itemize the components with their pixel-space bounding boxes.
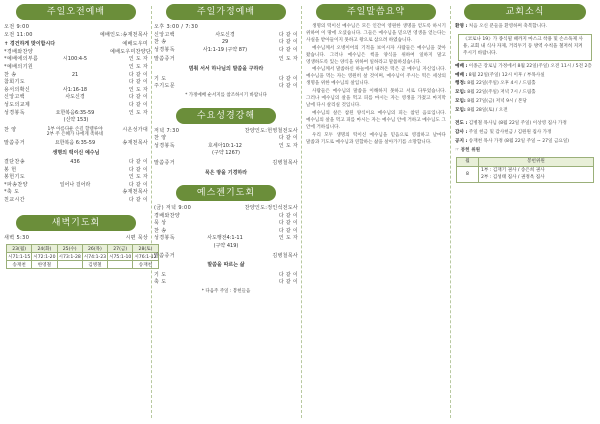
news-item: 예배 : 이종근 장로님 가정에서 8월 22일(주일) 오전 11시 / 5전 2층 <box>455 63 592 69</box>
column-divider <box>151 6 152 418</box>
list-item: *예배에의부름 시100:4-5 인 도 자 <box>4 56 148 63</box>
list-item: *경배와찬양 예배도우미찬양단 <box>4 48 152 55</box>
order-of-worship-2 <box>4 159 148 205</box>
list-item: 참회기도 다 같 이 <box>4 79 148 86</box>
news-item: 행정: 8월 22일(주일) 오후 4시 / 드림홀 <box>455 81 536 87</box>
order-of-worship <box>4 48 152 117</box>
bible-reference: (신약 153) <box>63 117 89 124</box>
list-item: 기 도 다 같 이 <box>154 271 298 278</box>
dawn-prayer-header: 새벽기도회 <box>16 215 136 231</box>
summary-paragraph: 생명의 떡이신 예수님은 모든 인간이 영원한 생명을 얻도록 하시기 위하여 이 땅에 오셨습니다. 그들은 예수님을 믿으면 영생을 얻는다는 사실을 받아들이지 못하고 왕으로 삼으려 하였습니다. <box>306 24 446 43</box>
family-service-header: 주일가정예배 <box>166 4 286 20</box>
list-item: 주기도문 다 같 이 <box>154 83 298 90</box>
family-order-2 <box>154 76 298 91</box>
list-item: 축 도 다 같 이 <box>154 279 298 286</box>
summary-paragraph: 예수님의 살은 참된 양식이요 예수님의 피는 참된 음료입니다. 예수님의 살을 먹고 피를 마시는 자는 예수님 안에 거하고 예수님도 그 안에 거하십니다. <box>306 110 446 130</box>
column-divider <box>301 6 302 418</box>
summary-paragraph: 예수님께서 오병이어의 기적을 보이시자 사람들은 예수님을 찾아 왔습니다. 그러나 예수님은 썩을 양식을 위하여 일하지 말고 영생하도록 있는 양식을 위하여 일하라고 말씀하셨습니다. <box>306 45 446 65</box>
service-leader: 예배인도:송재천목사 <box>99 31 148 38</box>
prelude-title: ✝ 경건하게 맞이합시다 <box>4 41 56 48</box>
list-item: 성경봉독 요한복음6:35-59 인 도 자 <box>4 109 148 116</box>
covid-notice-box: 《코로나 19》가 종식될 때까지 마스크 착용 및 손소독제 사용, 교회 내 식사 자제, 거리두기 등 방역 수칙을 철저히 지켜 주시기 바랍니다. <box>458 34 592 61</box>
table-row: 시71:1-15 시72:1-20 시73:1-28 시74:1-23 시75:1-10 시76:1-12 <box>8 254 157 260</box>
friday-order-2 <box>154 272 298 287</box>
list-item: 성도의교제 다 같 이 <box>4 101 148 108</box>
sermon-summary-text <box>304 24 448 146</box>
friday-title: 말씀을 따르는 삶 <box>207 262 245 269</box>
news-item: 감사 : 주일 헌금 및 감사헌금 / 김원원 집사 가정 <box>455 129 552 135</box>
list-item: *축 도 송재천목사 <box>4 189 148 196</box>
list-item: 성경봉독 사도행전4:1-11 인 도 자 <box>154 235 298 242</box>
column-morning-service <box>4 2 157 422</box>
news-item: 모임: 8월 28일(토) / 오전 <box>455 108 508 114</box>
friday-note: * 다음주 주일 : 봉헌들음 <box>201 289 251 295</box>
list-item: 찬 양 다 같 이 <box>154 135 298 142</box>
list-item: 용서의확신 사1:16-18 인 도 자 <box>4 86 148 93</box>
list-item: 봉 헌 다 같 이 <box>4 166 148 173</box>
dawn-time: 새벽 5:30 <box>4 234 30 241</box>
table-row: 8 1부 : 김재기 권사 / 송은희 권사 2부 : 김성태 집사 / 권정옥 집사 <box>457 167 594 183</box>
summary-paragraph: 우리 모두 생명의 떡이신 예수님을 믿음으로 영접하고 날마다 말씀과 기도로 예수님과 연합하는 삶을 살아가기를 소망합니다. <box>306 132 446 145</box>
service-time-2: 오전 11:00 <box>4 31 33 38</box>
dawn-right: 시편 묵상 <box>125 234 148 241</box>
column-sermon-summary <box>304 2 448 422</box>
news-list-2 <box>452 121 598 146</box>
summary-paragraph: 예수님께서 말씀하신 하늘에서 내려온 떡은 곧 예수님 자신입니다. 예수님을 먹는 자는 영원히 살 것이며, 예수님이 주시는 떡은 세상의 생명을 위한 예수님의 살입니다. <box>306 67 446 87</box>
list-item: 찬 송 다 같 이 <box>154 227 298 234</box>
service-time-1: 오전 9:00 <box>4 24 30 30</box>
friday-order <box>154 213 298 243</box>
column-divider <box>450 6 451 418</box>
family-time: 오후 3:00 / 7:30 <box>154 24 199 30</box>
table-row: 송재천 한영철 김병철 송재천 <box>7 261 159 269</box>
list-item: 찬 송 21 다 같 이 <box>4 71 148 78</box>
list-item: 찬 송 29 다 같 이 <box>154 39 298 46</box>
list-item: *예배의기원 인 도 자 <box>4 63 148 70</box>
list-item: 경배와찬양 다 같 이 <box>154 212 298 219</box>
friday-header: 예스젠기도회 <box>176 185 276 201</box>
table-row: 23(월) 24(화) 25(수) 26(목) 27(금) 28(토) <box>7 245 159 253</box>
offering-table <box>456 157 594 184</box>
list-item: 신앙고백 사도신경 다 같 이 <box>154 31 298 38</box>
list-item: 친교시간 다 같 이 <box>4 197 148 204</box>
list-item: 성경봉독 호세아10:1-12 인 도 자 <box>154 142 298 149</box>
news-item: 모임: 8월 27일(금) 저녁 9시 / 본당 <box>455 99 527 105</box>
sermon-row: 말씀증거 요한복음 6:35-59 송재천목사 <box>4 139 148 146</box>
list-item: 묵 상 다 같 이 <box>154 220 298 227</box>
church-news-header: 교회소식 <box>464 4 586 20</box>
family-title: 멈춰 서서 하나님의 말씀을 구하라 <box>188 65 264 72</box>
list-item: 기 도 다 같 이 <box>154 75 298 82</box>
list-item: *파송찬양 일어나 걸어라 다 같 이 <box>4 181 148 188</box>
praise-row: 찬 양 1부 아름다운 손길 할렐루야 2부 주 은혜가 나에게 족하네 시온성가대 <box>4 126 148 138</box>
prelude-right: 예배도우미 <box>122 41 148 48</box>
family-order <box>154 32 298 55</box>
news-item: 공지 : 송재천 목사 가정 (8월 22일 주일 ~ 27일 금요일) <box>455 138 570 144</box>
list-item: 신앙고백 사도신경 다 같 이 <box>4 94 148 101</box>
news-list <box>452 64 598 115</box>
column-church-news <box>452 2 598 422</box>
list-item: 결단찬송 436 다 같 이 <box>4 159 148 166</box>
welcome-notice: 환영 : 처음 오신 분들을 환영하며 축복합니다. <box>455 24 548 29</box>
dawn-schedule-table <box>6 244 159 269</box>
sermon-title: 생명의 떡이신 예수님 <box>52 149 100 156</box>
wednesday-title: 묵은 땅을 기경하라 <box>204 169 248 176</box>
family-note: * 가정예배 순서지를 참조하시기 바랍니다 <box>185 92 267 98</box>
column-other-services: 주일가정예배 오후 3:00 / 7:30 신앙고백 사도신경 다 같 이 찬 송 29 다 같 이 성경봉독 사1:1-19 (구약 87) 다 같 이 말씀증거 인 도 자 멈춰 서서 하나님의 말씀을 구하라 기 도 다 같 이 주기도문 다 같 이 * 가정예배 순서지를 참조하시기 바랍니다 수요성경강해 저녁 7:30 찬양인도:헌영철전도사 찬 양 다 같 이 성경봉독 호세아10:1-12 인 도 자 (구약 1267) 말씀증거 김병철목사 묵은 땅을 기경하라 예스젠기도회 (금) 저녁 9:00 찬양인도:정인석전도사 경배와찬양 다 같 이 묵 상 다 같 이 찬 송 다 같 이 성경봉독 사도행전4:1-11 인 도 자 (구약 419) 말씀증거 김병철목사 말씀을 따르는 삶 기 도 다 같 이 축 도 다 같 이 * 다음주 주일 : 봉헌들음 <box>154 2 298 422</box>
news-item: 예배 : 8월 22일(주일) 12시 이후 / 부목사실 <box>455 72 545 78</box>
sermon-summary-header: 주일말씀요약 <box>316 4 436 20</box>
morning-service-header: 주일오전예배 <box>16 4 136 20</box>
wednesday-order <box>154 135 298 150</box>
summary-paragraph: 사람들은 예수님의 말씀을 이해하지 못하고 서로 다투었습니다. 그러나 예수님의 살을 먹고 피를 마시는 자는 영생을 가졌고 마지막 날에 다시 살리실 것입니다. <box>306 89 446 108</box>
wednesday-header: 수요성경강해 <box>176 108 276 124</box>
list-item: 성경봉독 사1:1-19 (구약 87) 다 같 이 <box>154 46 298 53</box>
news-item: 전도 : 김병철 목사님 (8월 22일 주일) 이상영 집사 가정 <box>455 121 567 127</box>
list-item: 봉헌기도 인 도 자 <box>4 174 148 181</box>
table-row: 월 봉헌위원 <box>457 157 594 167</box>
offering-title: ☞ 봉헌 위원 <box>455 147 481 153</box>
news-item: 모임: 8월 22일(주일) 저녁 7시 / 드림홀 <box>455 90 536 96</box>
